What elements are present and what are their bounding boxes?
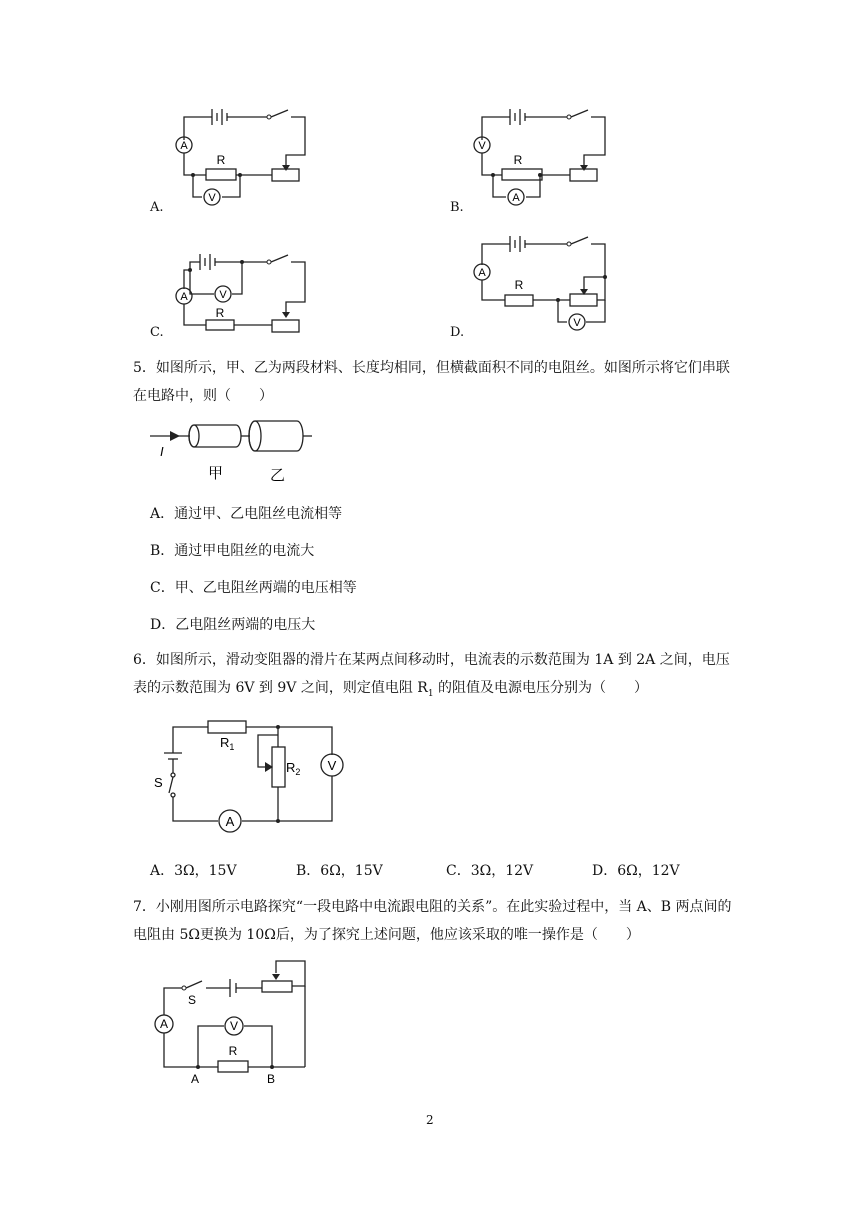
wire-yi-label: 乙 xyxy=(270,467,286,484)
option-d-label[interactable]: D. xyxy=(450,325,465,340)
r2-label: $R_2$ xyxy=(286,760,301,777)
resistor-label: R xyxy=(215,306,225,320)
point-a-label: A xyxy=(190,1072,200,1086)
ammeter-symbol: A xyxy=(478,267,486,279)
q5-figure-wires xyxy=(150,418,320,488)
resistor-label: R xyxy=(216,153,226,167)
circuit-option-c xyxy=(170,232,320,337)
option-b-label[interactable]: B. xyxy=(450,200,464,215)
q5-option-d[interactable]: D．乙电阻丝两端的电压大 xyxy=(150,617,316,633)
ammeter-symbol: A xyxy=(512,192,520,204)
point-b-label: B xyxy=(266,1072,276,1086)
switch-label: S xyxy=(188,993,197,1007)
q5-option-a[interactable]: A．通过甲、乙电阻丝电流相等 xyxy=(150,506,343,522)
option-a-label[interactable]: A. xyxy=(150,200,164,215)
q6-stem: 6．如图所示，滑动变阻器的滑片在某两点间移动时，电流表的示数范围为 1A 到 2A 之间，电压表的示数范围为 6V 到 9V 之间，则定值电阻 $R_1$ 的阻值及电源电压分别为（ ） xyxy=(133,652,730,699)
q6-circuit xyxy=(150,715,360,835)
r1-label: $R_1$ xyxy=(220,735,235,752)
circuit-option-d xyxy=(470,232,620,342)
resistor-label: R xyxy=(514,278,524,292)
ammeter-symbol: A xyxy=(180,140,188,152)
ammeter-symbol: A xyxy=(159,1017,169,1031)
resistor-label: R xyxy=(513,153,523,167)
circuit-option-b xyxy=(470,105,620,215)
resistor-label: R xyxy=(228,1044,238,1058)
page-number: 2 xyxy=(426,1113,434,1127)
voltmeter-symbol: V xyxy=(573,317,581,329)
q6-option-d[interactable]: D．6Ω，12V xyxy=(592,863,680,879)
q5-option-c[interactable]: C．甲、乙电阻丝两端的电压相等 xyxy=(150,580,357,596)
wire-jia-label: 甲 xyxy=(208,465,224,482)
ammeter-symbol: A xyxy=(225,814,235,829)
q7-stem: 7．小刚用图所示电路探究“一段电路中电流跟电阻的关系”。在此实验过程中，当 A、B 两点间的电阻由 5Ω更换为 10Ω后，为了探究上述问题，他应该采取的唯一操作是（ ） xyxy=(133,899,732,943)
voltmeter-symbol: V xyxy=(327,758,337,773)
voltmeter-symbol: V xyxy=(219,289,227,301)
q6-option-c[interactable]: C．3Ω，12V xyxy=(446,863,534,879)
option-c-label[interactable]: C. xyxy=(150,325,164,340)
voltmeter-symbol: V xyxy=(478,140,486,152)
voltmeter-symbol: V xyxy=(208,192,216,204)
switch-label: S xyxy=(154,775,163,790)
q7-circuit xyxy=(150,955,320,1090)
current-label: I xyxy=(160,444,164,459)
circuit-option-a xyxy=(170,105,320,215)
q5-option-b[interactable]: B．通过甲电阻丝的电流大 xyxy=(150,543,315,559)
q5-stem: 5．如图所示，甲、乙为两段材料、长度均相同，但横截面积不同的电阻丝。如图所示将它们串联在电路中，则（ ） xyxy=(133,360,730,404)
q6-option-a[interactable]: A．3Ω，15V xyxy=(150,863,237,879)
ammeter-symbol: A xyxy=(180,291,188,303)
q6-option-b[interactable]: B．6Ω，15V xyxy=(296,863,383,879)
voltmeter-symbol: V xyxy=(229,1019,239,1033)
